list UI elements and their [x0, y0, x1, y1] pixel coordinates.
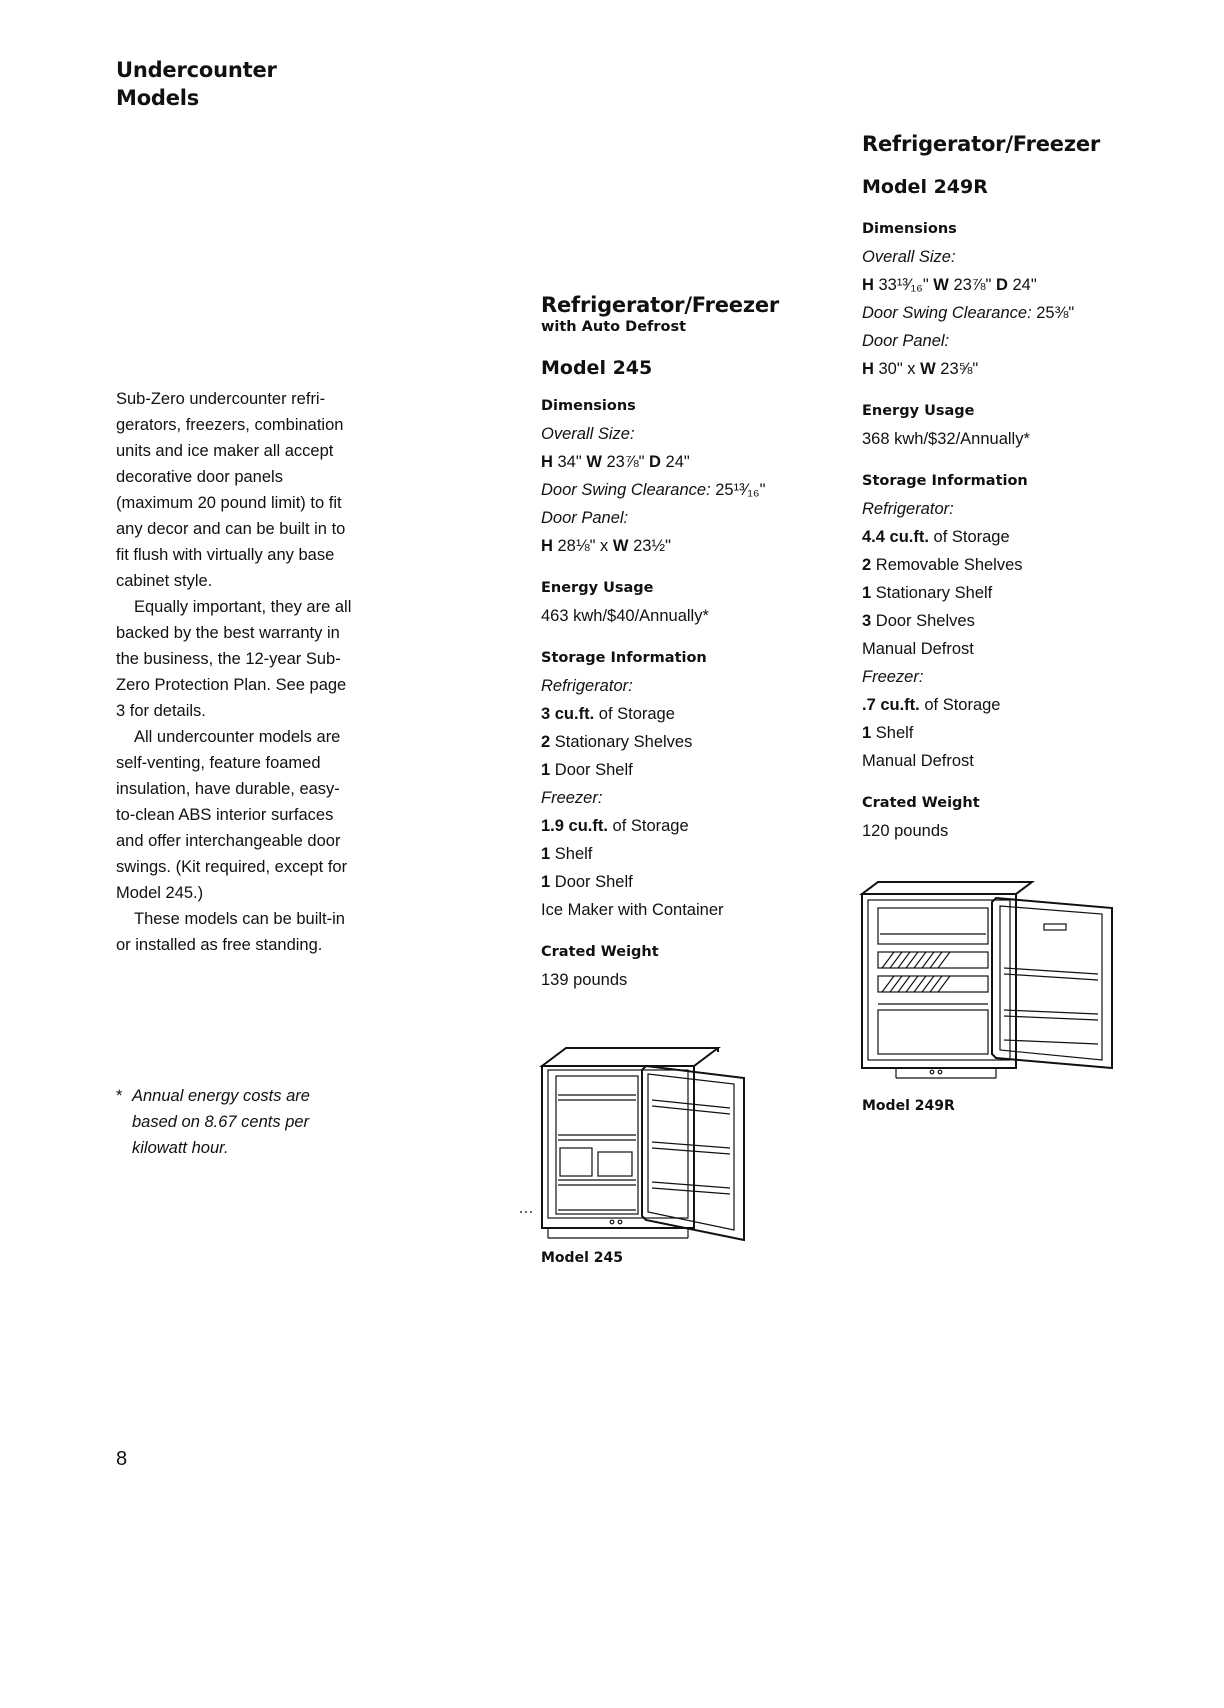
refrigerator-label: Refrigerator: [541, 677, 633, 695]
model-245-caption: Model 245 [541, 1250, 623, 1266]
refrigerator-label: Refrigerator: [862, 500, 954, 518]
model-245-refrigerator-illustration [518, 1040, 794, 1245]
dimensions-heading: Dimensions [862, 221, 957, 237]
overall-size-label: Overall Size: [862, 248, 956, 266]
energy-heading: Energy Usage [541, 580, 654, 596]
list-item: .7 cu.ft. of Storage [862, 696, 1001, 714]
storage-heading: Storage Information [862, 473, 1028, 489]
dimensions-heading: Dimensions [541, 398, 636, 414]
list-item: Manual Defrost [862, 752, 974, 770]
list-item: 2 Stationary Shelves [541, 733, 693, 751]
door-swing-clearance: Door Swing Clearance: 25⅜" [862, 304, 1075, 322]
weight-value: 139 pounds [541, 971, 628, 989]
model-249r-specs [862, 131, 1122, 845]
list-item: 1 Shelf [541, 845, 593, 863]
energy-heading: Energy Usage [862, 403, 975, 419]
door-swing-clearance: Door Swing Clearance: 25¹³⁄₁₆" [541, 481, 766, 499]
model-245-name: Model 245 [541, 357, 653, 379]
weight-heading: Crated Weight [541, 944, 659, 960]
intro-paragraph: Equally important, they are all backed by the best warranty in the business, the 12-year Sub-Zero Protection Plan. See page 3 for details. [116, 598, 352, 720]
intro-paragraph: These models can be built-in or installed as free standing. [116, 910, 345, 954]
list-item: 1.9 cu.ft. of Storage [541, 817, 689, 835]
model-245-specs [541, 292, 791, 994]
list-item: 2 Removable Shelves [862, 556, 1023, 574]
door-panel-label: Door Panel: [862, 332, 950, 350]
section-title-line2: Models [116, 86, 200, 110]
list-item: 1 Stationary Shelf [862, 584, 993, 602]
model-249r-name: Model 249R [862, 176, 988, 198]
model-249r-caption: Model 249R [862, 1098, 955, 1114]
list-item: Ice Maker with Container [541, 901, 724, 919]
footnote [116, 1083, 346, 1161]
list-item: 3 Door Shelves [862, 612, 975, 630]
energy-value: 463 kwh/$40/Annually* [541, 607, 709, 625]
list-item: 1 Shelf [862, 724, 914, 742]
door-panel-value: H 28⅛" x W 23½" [541, 537, 672, 555]
energy-value: 368 kwh/$32/Annually* [862, 430, 1030, 448]
list-item: 1 Door Shelf [541, 761, 633, 779]
freezer-label: Freezer: [862, 668, 924, 686]
intro-paragraph: Sub-Zero undercounter refrigerators, freezers, combination units and ice maker all accept decorative door panels (maximum 20 pound limit) to fit any decor and can be built in to fit flush with virtually any base cabinet style. [116, 390, 346, 590]
page-number: 8 [116, 1448, 128, 1470]
section-title [116, 56, 277, 112]
model-245-title: Refrigerator/Freezer [541, 293, 780, 317]
model-249r-refrigerator-illustration [856, 880, 1118, 1080]
section-title-line1: Undercounter [116, 58, 277, 82]
list-item: Manual Defrost [862, 640, 974, 658]
list-item: 1 Door Shelf [541, 873, 633, 891]
overall-size-value: H 33¹³⁄₁₆" W 23⅞" D 24" [862, 276, 1037, 294]
intro-text [116, 386, 352, 958]
freezer-label: Freezer: [541, 789, 603, 807]
list-item: 3 cu.ft. of Storage [541, 705, 675, 723]
overall-size-value: H 34" W 23⅞" D 24" [541, 453, 690, 471]
model-249r-title: Refrigerator/Freezer [862, 132, 1101, 156]
weight-heading: Crated Weight [862, 795, 980, 811]
weight-value: 120 pounds [862, 822, 949, 840]
model-245-subtitle: with Auto Defrost [541, 319, 687, 335]
door-panel-label: Door Panel: [541, 509, 629, 527]
overall-size-label: Overall Size: [541, 425, 635, 443]
list-item: 4.4 cu.ft. of Storage [862, 528, 1010, 546]
intro-paragraph: All undercounter models are self-venting, feature foamed insulation, have durable, easy-to-clean ABS interior surfaces and offer interchangeable door swings. (Kit required, except for Model 245.) [116, 728, 348, 902]
footnote-text: Annual energy costs are based on 8.67 cents per kilowatt hour. [132, 1087, 310, 1157]
door-panel-value: H 30" x W 23⅝" [862, 360, 979, 378]
storage-heading: Storage Information [541, 650, 707, 666]
footnote-asterisk: * [116, 1087, 123, 1105]
